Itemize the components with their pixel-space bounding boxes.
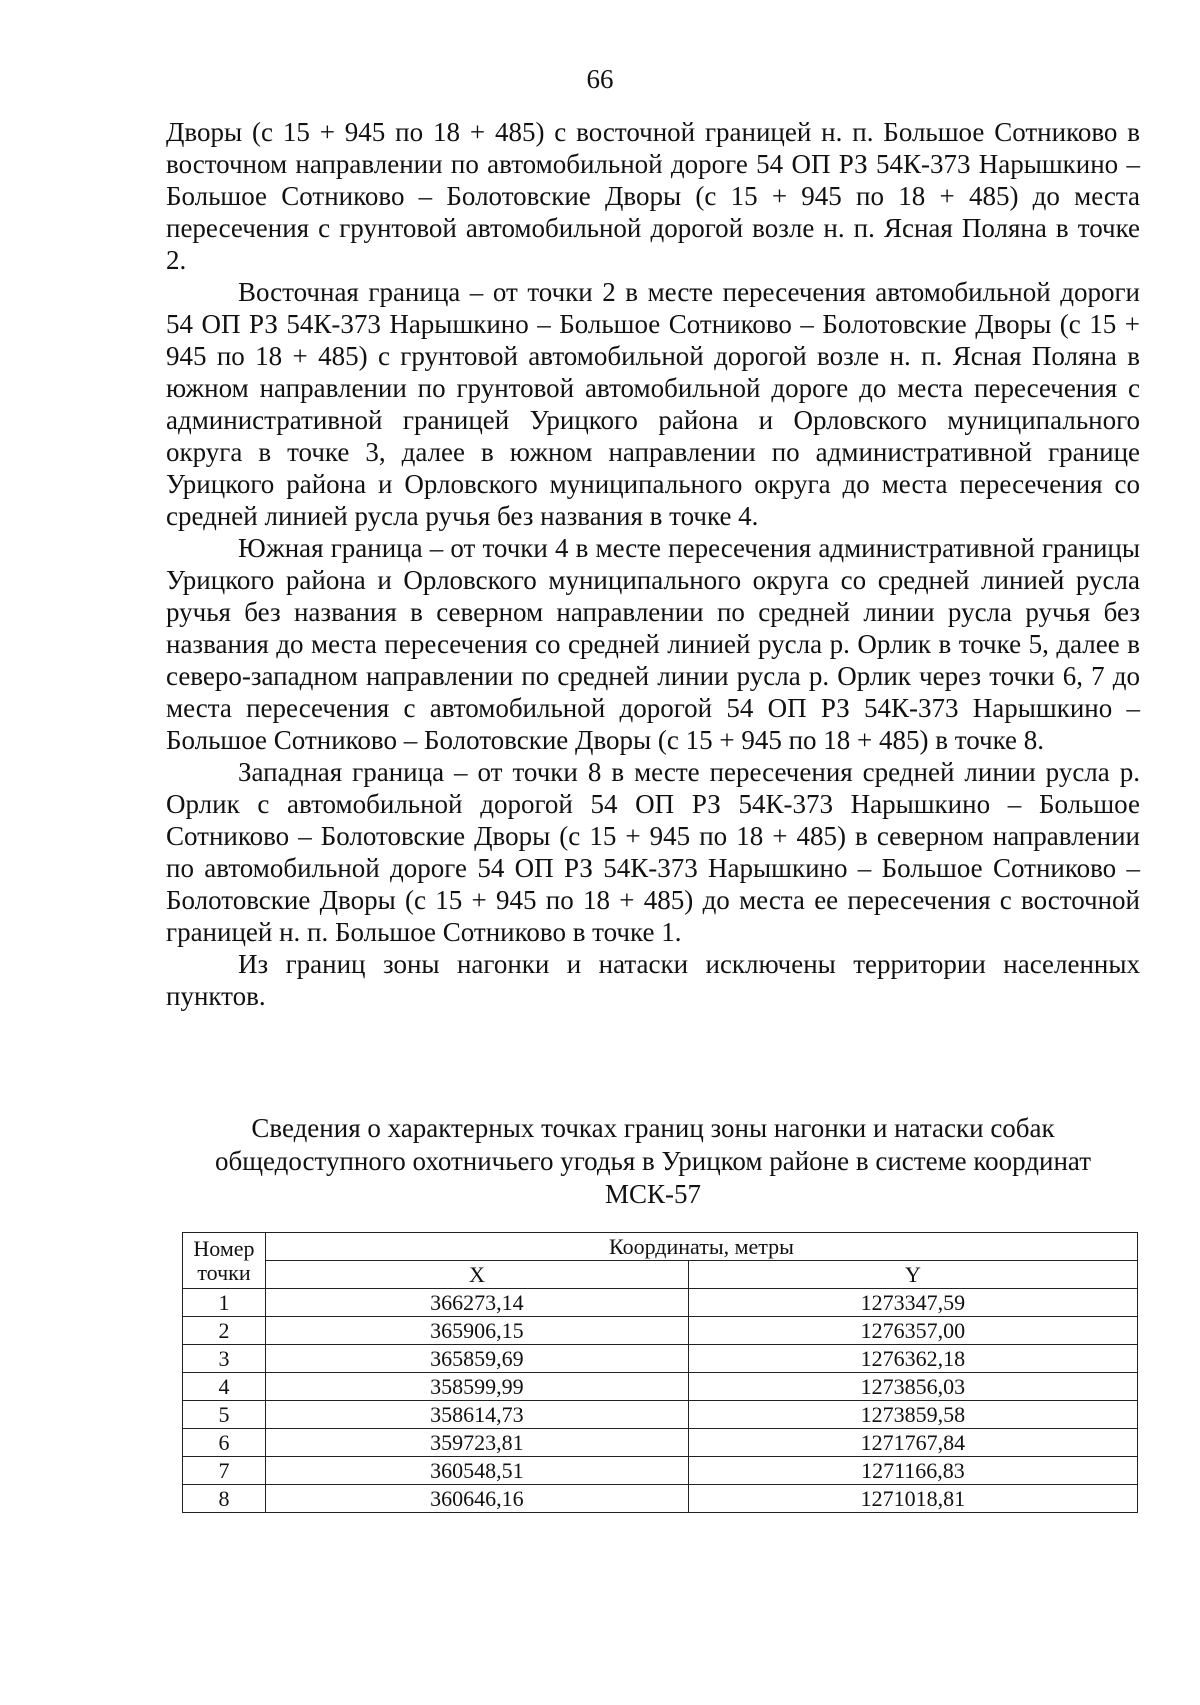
header-x: X <box>265 1261 688 1289</box>
paragraph-east-border: Восточная граница – от точки 2 в месте пересечения автомобильной дороги 54 ОП РЗ 54К-373 Нарышкино – Большое Сотниково – Болотовские Дворы (с 15 + 945 по 18 + 485) с грунтовой автомобильной дорогой возле н. п. Ясная Поляна в южном направлении по грунтовой автомобильной дороге до места пересечения с административной границей Урицкого района и Орловского муниципального округа в точке 3, далее в южном направлении по административной границе Урицкого района и Орловского муниципального округа до места пересечения со средней линией русла ручья без названия в точке 4. <box>166 277 1140 531</box>
body-text <box>166 116 1140 1012</box>
cell-point-number: 7 <box>183 1457 266 1485</box>
cell-x: 360548,51 <box>265 1457 688 1485</box>
table-row <box>183 1429 1138 1457</box>
cell-x: 365906,15 <box>265 1317 688 1345</box>
paragraph-exclusions: Из границ зоны нагонки и натаски исключены территории населенных пунктов. <box>166 949 1140 1011</box>
table-caption-line: МСК-57 <box>604 1179 702 1209</box>
table-row <box>183 1289 1138 1317</box>
cell-y: 1273856,03 <box>688 1373 1137 1401</box>
table-caption <box>166 1112 1140 1211</box>
cell-point-number: 8 <box>183 1485 266 1513</box>
table-row <box>183 1457 1138 1485</box>
table-row <box>183 1317 1138 1345</box>
table-caption-line: Сведения о характерных точках границ зоны нагонки и натаски собак <box>251 1113 1055 1143</box>
header-y: Y <box>688 1261 1137 1289</box>
cell-y: 1276357,00 <box>688 1317 1137 1345</box>
table-row <box>183 1485 1138 1513</box>
cell-point-number: 3 <box>183 1345 266 1373</box>
cell-x: 358614,73 <box>265 1401 688 1429</box>
page-number: 66 <box>586 64 614 94</box>
cell-x: 365859,69 <box>265 1345 688 1373</box>
cell-point-number: 1 <box>183 1289 266 1317</box>
table-row <box>183 1345 1138 1373</box>
table-row <box>183 1373 1138 1401</box>
paragraph-west-border: Западная граница – от точки 8 в месте пересечения средней линии русла р. Орлик с автомобильной дорогой 54 ОП РЗ 54К-373 Нарышкино – Большое Сотниково – Болотовские Дворы (с 15 + 945 по 18 + 485) в северном направлении по автомобильной дороге 54 ОП РЗ 54К-373 Нарышкино – Большое Сотниково – Болотовские Дворы (с 15 + 945 по 18 + 485) до места ее пересечения с восточной границей н. п. Большое Сотниково в точке 1. <box>166 757 1140 947</box>
cell-y: 1271166,83 <box>688 1457 1137 1485</box>
header-point-number: Номер точки <box>183 1233 266 1289</box>
cell-y: 1271767,84 <box>688 1429 1137 1457</box>
cell-point-number: 4 <box>183 1373 266 1401</box>
coordinates-table <box>182 1232 1138 1513</box>
header-coordinates: Координаты, метры <box>265 1233 1137 1261</box>
cell-point-number: 2 <box>183 1317 266 1345</box>
cell-point-number: 6 <box>183 1429 266 1457</box>
cell-y: 1271018,81 <box>688 1485 1137 1513</box>
table-header-row <box>183 1233 1138 1261</box>
cell-y: 1273859,58 <box>688 1401 1137 1429</box>
cell-y: 1273347,59 <box>688 1289 1137 1317</box>
table-caption-line: общедоступного охотничьего угодья в Урицком районе в системе координат <box>214 1146 1091 1176</box>
cell-x: 366273,14 <box>265 1289 688 1317</box>
table-subheader-row <box>183 1261 1138 1289</box>
cell-x: 358599,99 <box>265 1373 688 1401</box>
cell-x: 360646,16 <box>265 1485 688 1513</box>
paragraph-north-continuation: Дворы (с 15 + 945 по 18 + 485) с восточной границей н. п. Большое Сотниково в восточном направлении по автомобильной дороге 54 ОП РЗ 54К-373 Нарышкино – Большое Сотниково – Болотовские Дворы (с 15 + 945 по 18 + 485) до места пересечения с грунтовой автомобильной дорогой возле н. п. Ясная Поляна в точке 2. <box>166 117 1140 275</box>
cell-x: 359723,81 <box>265 1429 688 1457</box>
cell-point-number: 5 <box>183 1401 266 1429</box>
paragraph-south-border: Южная граница – от точки 4 в месте пересечения административной границы Урицкого района и Орловского муниципального округа со средней линией русла ручья без названия в северном направлении по средней линии русла ручья без названия до места пересечения со средней линией русла р. Орлик в точке 5, далее в северо-западном направлении по средней линии русла р. Орлик через точки 6, 7 до места пересечения с автомобильной дорогой 54 ОП РЗ 54К-373 Нарышкино – Большое Сотниково – Болотовские Дворы (с 15 + 945 по 18 + 485) в точке 8. <box>166 533 1140 755</box>
table-row <box>183 1401 1138 1429</box>
cell-y: 1276362,18 <box>688 1345 1137 1373</box>
